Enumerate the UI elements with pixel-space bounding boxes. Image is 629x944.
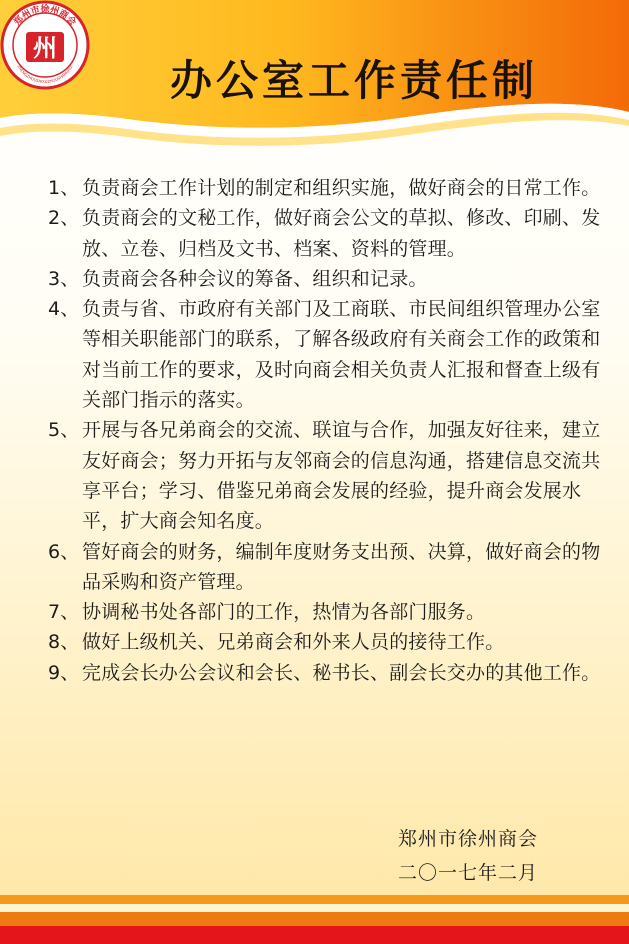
list-item (48, 537, 614, 598)
header-banner (0, 0, 629, 150)
logo-ring-subtext: ZHENGZHOUSHIXUZHOUSHANGHUI (16, 63, 74, 85)
item-number: 4、 (48, 298, 80, 321)
item-number: 8、 (48, 631, 80, 654)
item-number: 2、 (48, 207, 80, 230)
orange-stripe (0, 895, 629, 904)
list-item (48, 627, 614, 657)
item-text: 开展与各兄弟商会的交流、联谊与合作，加强友好往来，建立友好商会；努力开拓与友邻商会的信息沟通，搭建信息交流共享平台；学习、借鉴兄弟商会发展的经验，提升商会发展水平，扩大商会知名度。 (82, 419, 601, 533)
signature-block (398, 822, 538, 890)
list-item (48, 597, 614, 627)
logo-glyph: 州 (33, 33, 57, 62)
organization-name: 郑州市徐州商会 (398, 828, 539, 850)
list-item (48, 173, 614, 203)
item-number: 6、 (48, 540, 80, 563)
item-text: 负责与省、市政府有关部门及工商联、市民间组织管理办公室等相关职能部门的联系，了解各级政府有关商会工作的政策和对当前工作的要求，及时向商会相关负责人汇报和督查上级有关部门指示的落实。 (82, 298, 601, 412)
item-number: 1、 (48, 177, 80, 199)
item-text: 协调秘书处各部门的工作，热情为各部门服务。 (82, 601, 486, 624)
responsibility-list (48, 173, 614, 688)
list-item (48, 294, 614, 415)
logo-ring-text: 郑州市徐州商会 (12, 5, 78, 28)
bottom-decorative-bars (0, 895, 629, 944)
list-item (48, 264, 614, 294)
item-text: 完成会长办公会议和会长、秘书长、副会长交办的其他工作。 (82, 661, 601, 684)
dark-orange-stripe (0, 912, 629, 926)
list-item (48, 658, 614, 688)
list-item (48, 203, 614, 264)
item-text: 负责商会各种会议的筹备、组织和记录。 (82, 267, 428, 290)
item-text: 做好上级机关、兄弟商会和外来人员的接待工作。 (82, 631, 505, 654)
association-logo (0, 0, 90, 90)
stripe-gap (0, 904, 629, 912)
item-text: 管好商会的财务，编制年度财务支出预、决算，做好商会的物品采购和资产管理。 (82, 540, 601, 593)
item-number: 5、 (48, 419, 80, 442)
page-title: 办公室工作责任制 (170, 56, 539, 105)
item-text: 负责商会工作计划的制定和组织实施，做好商会的日常工作。 (82, 177, 601, 199)
item-number: 3、 (48, 267, 80, 290)
item-text: 负责商会的文秘工作，做好商会公文的草拟、修改、印刷、发放、立卷、归档及文书、档案、资料的管理。 (82, 207, 601, 260)
item-number: 9、 (48, 661, 80, 684)
issue-date: 二〇一七年二月 (398, 862, 539, 884)
red-stripe (0, 926, 629, 944)
list-item (48, 415, 614, 536)
item-number: 7、 (48, 601, 80, 624)
